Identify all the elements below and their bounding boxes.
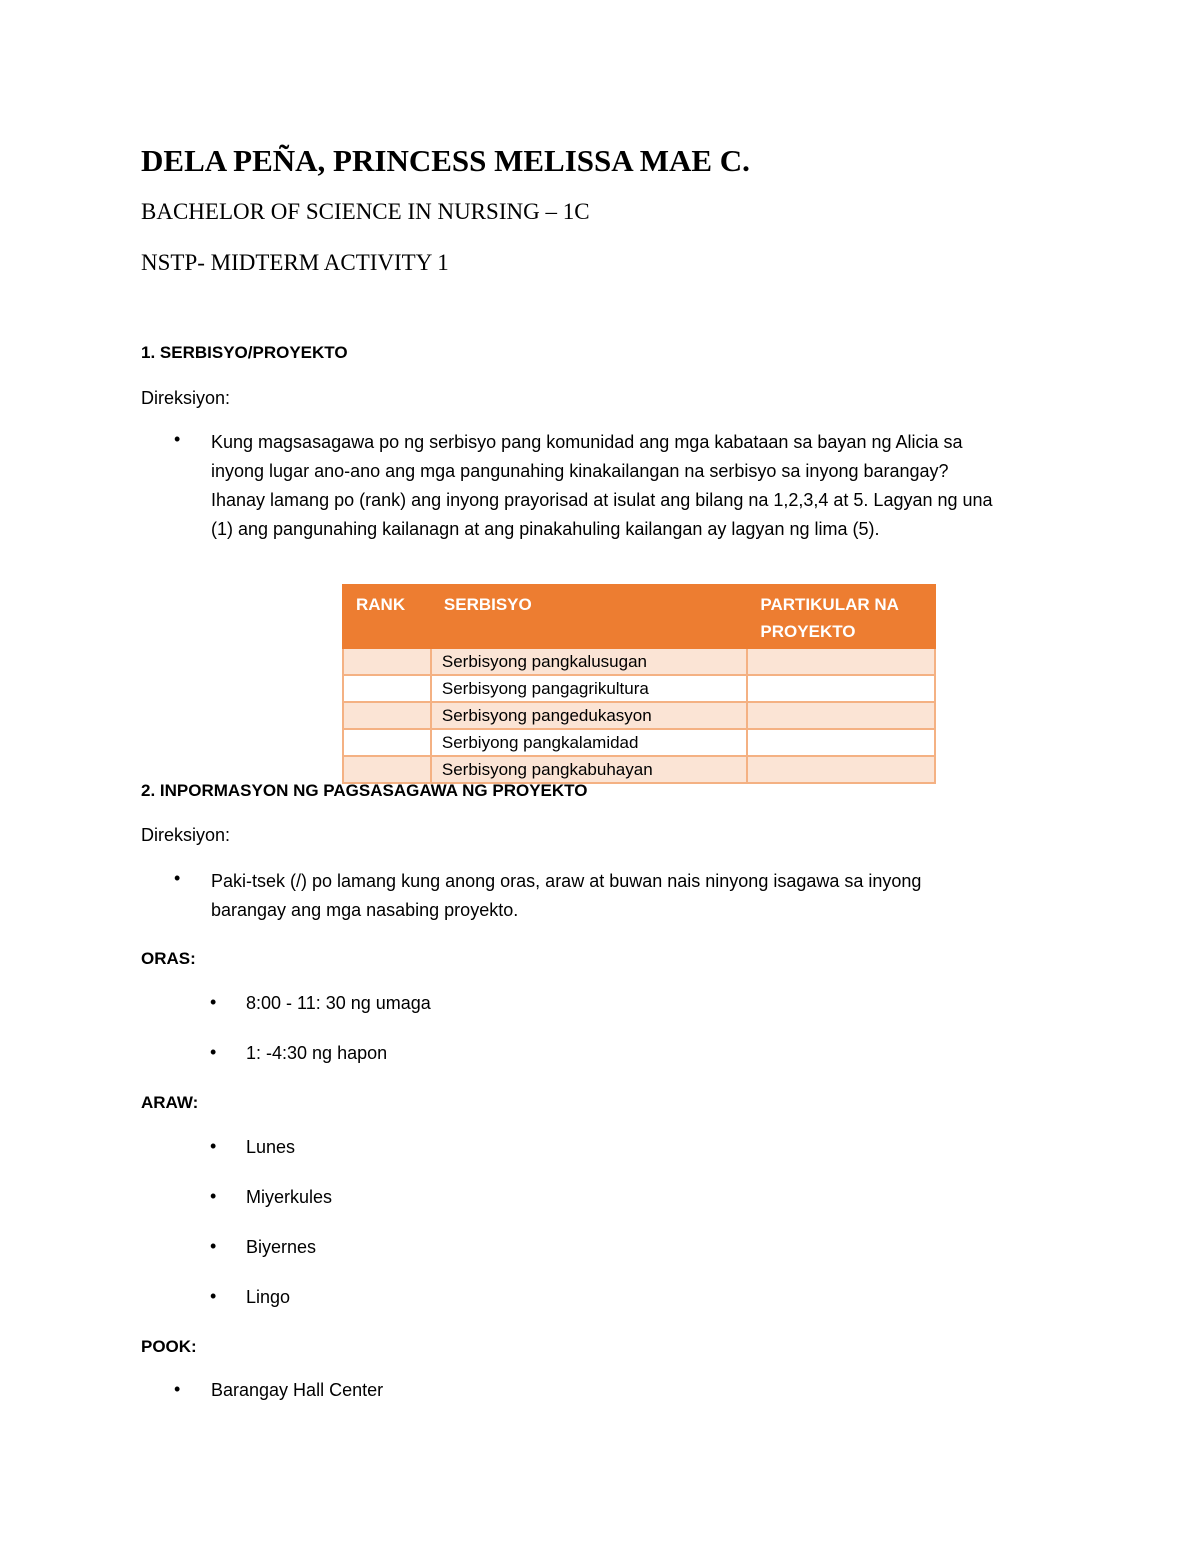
partikular-cell[interactable] xyxy=(747,729,935,756)
partikular-cell[interactable] xyxy=(747,756,935,783)
instruction-line: Ihanay lamang po (rank) ang inyong prayorisad at isulat ang bilang na 1,2,3,4 at 5. Lagyan ng una xyxy=(211,490,993,510)
table-header-row xyxy=(343,585,935,648)
oras-label: ORAS: xyxy=(141,949,196,968)
section1-instructions xyxy=(211,428,993,544)
instruction-line: Paki-tsek (/) po lamang kung anong oras, araw at buwan nais ninyong isagawa sa inyong xyxy=(211,871,922,891)
araw-option[interactable]: Miyerkules xyxy=(246,1187,333,1207)
bullet-icon: • xyxy=(210,1186,217,1206)
bullet-icon: • xyxy=(174,429,181,449)
header-rank: RANK xyxy=(343,585,431,648)
serbisyo-cell: Serbisyong pangkalusugan xyxy=(431,648,748,675)
bullet-icon: • xyxy=(210,1236,217,1256)
rank-cell[interactable] xyxy=(343,702,431,729)
araw-option[interactable]: Lunes xyxy=(246,1137,296,1157)
oras-option[interactable]: 8:00 - 11: 30 ng umaga xyxy=(246,993,431,1013)
section1-direksiyon-label: Direksiyon: xyxy=(141,388,231,408)
section2-direksiyon-label: Direksiyon: xyxy=(141,825,231,845)
header-serbisyo: SERBISYO xyxy=(431,585,748,648)
section1-heading: 1. SERBISYO/PROYEKTO xyxy=(141,343,348,362)
instruction-line: Kung magsasagawa po ng serbisyo pang komunidad ang mga kabataan sa bayan ng Alicia sa xyxy=(211,432,963,452)
rank-cell[interactable] xyxy=(343,729,431,756)
serbisyo-cell: Serbisyong pangedukasyon xyxy=(431,702,748,729)
bullet-icon: • xyxy=(210,1136,217,1156)
araw-option[interactable]: Lingo xyxy=(246,1287,291,1307)
bullet-icon: • xyxy=(210,1286,217,1306)
partikular-cell[interactable] xyxy=(747,648,935,675)
section2-heading: 2. INPORMASYON NG PAGSASAGAWA NG PROYEKTO xyxy=(141,781,588,800)
serbisyo-cell: Serbisyong pangkabuhayan xyxy=(431,756,748,783)
program-line: BACHELOR OF SCIENCE IN NURSING – 1C xyxy=(141,199,590,224)
araw-option[interactable]: Biyernes xyxy=(246,1237,317,1257)
instruction-line: barangay ang mga nasabing proyekto. xyxy=(211,900,519,920)
instruction-line: (1) ang pangunahing kailanagn at ang pinakahuling kailangan ay lagyan ng lima (5). xyxy=(211,519,880,539)
section2-instructions xyxy=(211,867,921,925)
partikular-cell[interactable] xyxy=(747,702,935,729)
student-name: DELA PEÑA, PRINCESS MELISSA MAE C. xyxy=(141,143,750,178)
partikular-cell[interactable] xyxy=(747,675,935,702)
table-row xyxy=(343,648,935,675)
serbisyo-cell: Serbiyong pangkalamidad xyxy=(431,729,748,756)
service-ranking-table xyxy=(342,584,936,784)
table-row xyxy=(343,756,935,783)
table-row xyxy=(343,675,935,702)
bullet-icon: • xyxy=(210,1042,217,1062)
table-row xyxy=(343,729,935,756)
table-row xyxy=(343,702,935,729)
activity-title: NSTP- MIDTERM ACTIVITY 1 xyxy=(141,250,449,275)
header-partikular: PARTIKULAR NA PROYEKTO xyxy=(747,585,935,648)
bullet-icon: • xyxy=(174,868,181,888)
serbisyo-cell: Serbisyong pangagrikultura xyxy=(431,675,748,702)
araw-label: ARAW: xyxy=(141,1093,199,1112)
rank-cell[interactable] xyxy=(343,756,431,783)
pook-option[interactable]: Barangay Hall Center xyxy=(211,1380,384,1400)
bullet-icon: • xyxy=(174,1379,181,1399)
rank-cell[interactable] xyxy=(343,675,431,702)
rank-cell[interactable] xyxy=(343,648,431,675)
instruction-line: inyong lugar ano-ano ang mga pangunahing kinakailangan na serbisyo sa inyong barangay? xyxy=(211,461,949,481)
pook-label: POOK: xyxy=(141,1337,197,1356)
oras-option[interactable]: 1: -4:30 ng hapon xyxy=(246,1043,388,1063)
bullet-icon: • xyxy=(210,992,217,1012)
